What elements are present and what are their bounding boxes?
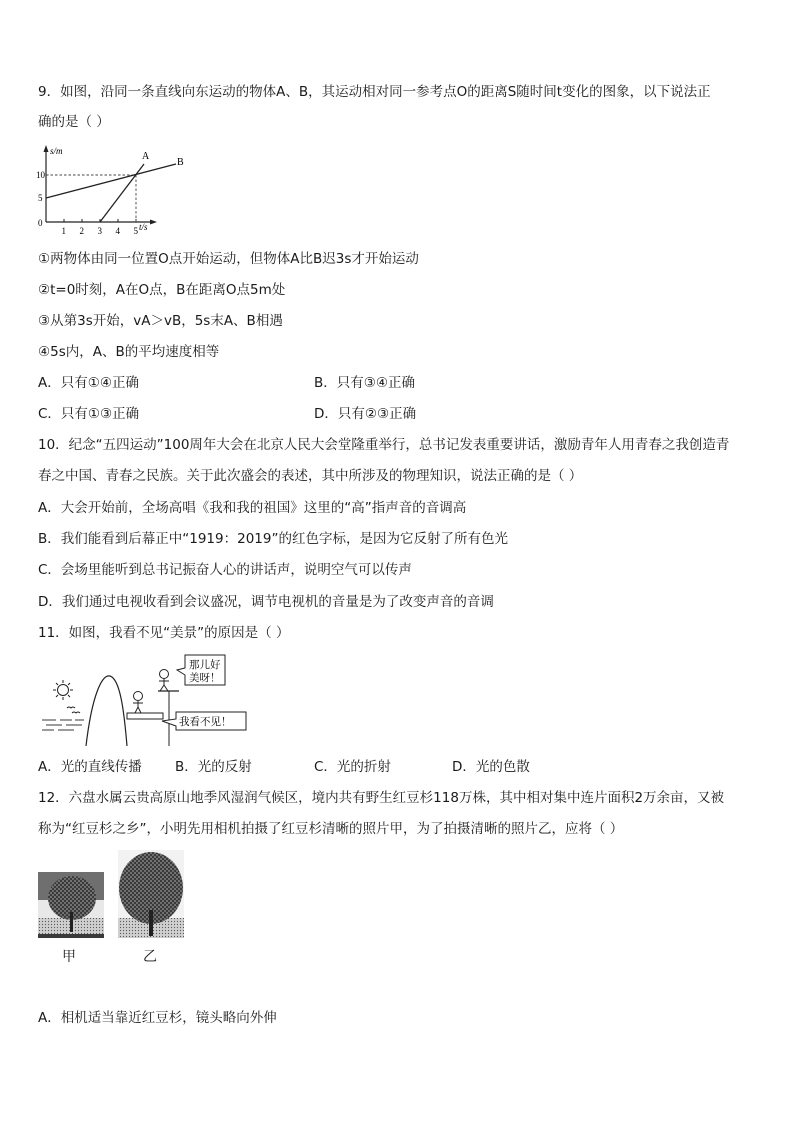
q9-stem-line2: 确的是（ ）	[38, 114, 110, 130]
photo-jia	[38, 872, 104, 938]
bubble-top-text-1: 那儿好	[189, 659, 221, 671]
q12-option-a[interactable]: A．相机适当靠近红豆杉，镜头略向外伸	[38, 1010, 277, 1026]
q9-option-a[interactable]: A．只有①④正确	[38, 375, 139, 391]
q10-stem-line1: 10．纪念“五四运动”100周年大会在北京人民大会堂隆重举行，总书记发表重要讲话，激励青年人用青春之我创造青	[38, 437, 730, 453]
photo-yi	[118, 850, 184, 938]
graph-y-tick-10: 10	[36, 170, 45, 180]
graph-x-tick-4: 4	[115, 226, 120, 236]
q11-option-c[interactable]: C．光的折射	[314, 759, 391, 775]
graph-x-tick-1: 1	[61, 226, 66, 236]
graph-y-arrow	[44, 145, 49, 152]
graph-label-a: A	[142, 151, 150, 162]
lower-child-figure	[133, 692, 143, 714]
q9-statement-2: ②t=0时刻，A在O点，B在距离O点5m处	[38, 282, 286, 298]
photo-label-yi: 乙	[143, 949, 157, 965]
sun-icon	[53, 680, 73, 700]
graph-y-tick-0: 0	[38, 218, 43, 228]
q9-statement-3: ③从第3s开始，vA＞vB，5s末A、B相遇	[38, 313, 283, 329]
q10-stem-line2: 春之中国、青春之民族。关于此次盛会的表述，其中所涉及的物理知识，说法正确的是（ ）	[38, 468, 583, 484]
q11-stem: 11．如图，我看不见“美景”的原因是（ ）	[38, 625, 290, 641]
photo-label-jia: 甲	[62, 949, 76, 965]
q9-option-c[interactable]: C．只有①③正确	[38, 406, 140, 422]
q12-stem-line1: 12．六盘水属云贵高原山地季风湿润气候区，境内共有野生红豆杉118万株，其中相对集中连片面积2万余亩，又被	[38, 790, 725, 806]
q11-option-a[interactable]: A．光的直线传播	[38, 759, 142, 775]
bird-icon	[72, 712, 80, 713]
water-waves	[42, 720, 84, 730]
q9-statement-4: ④5s内，A、B的平均速度相等	[38, 344, 220, 360]
q12-stem-line2: 称为“红豆杉之乡”，小明先用相机拍摄了红豆杉清晰的照片甲，为了拍摄清晰的照片乙，应将（ ）	[38, 821, 624, 837]
q9-stem-line1: 9．如图，沿同一条直线向东运动的物体A、B，其运动相对同一参考点O的距离S随时间t变化的图象，以下说法正	[38, 84, 711, 100]
graph-x-label: t/s	[139, 222, 148, 232]
q10-option-d[interactable]: D．我们通过电视收看到会议盛况，调节电视机的音量是为了改变声音的音调	[38, 594, 494, 610]
q9-option-d[interactable]: D．只有②③正确	[314, 406, 417, 422]
upper-child-figure	[159, 670, 169, 692]
graph-y-label: s/m	[50, 146, 63, 156]
bubble-top-text-2: 美呀！	[189, 672, 221, 684]
graph-x-tick-2: 2	[79, 226, 84, 236]
graph-x-arrow	[150, 220, 157, 225]
q11-option-b[interactable]: B．光的反射	[175, 759, 252, 775]
q12-tree-photos	[38, 848, 188, 940]
graph-label-b: B	[177, 157, 184, 168]
hill	[86, 676, 127, 746]
lower-platform	[127, 713, 163, 719]
q10-option-c[interactable]: C．会场里能听到总书记振奋人心的讲话声，说明空气可以传声	[38, 562, 412, 578]
graph-y-tick-5: 5	[38, 193, 43, 203]
bubble-bottom-text: 我看不见！	[179, 716, 232, 728]
graph-x-tick-5: 5	[133, 226, 138, 236]
q9-statement-1: ①两物体由同一位置O点开始运动，但物体A比B迟3s才开始运动	[38, 251, 419, 267]
q10-option-a[interactable]: A．大会开始前，全场高唱《我和我的祖国》这里的“高”指声音的音调高	[38, 500, 467, 516]
graph-line-a	[100, 164, 144, 222]
bird-icon	[67, 707, 75, 708]
q9-option-b[interactable]: B．只有③④正确	[314, 375, 415, 391]
q10-option-b[interactable]: B．我们能看到后幕正中“1919：2019”的红色字标，是因为它反射了所有色光	[38, 531, 508, 547]
graph-line-b	[46, 164, 176, 198]
q11-option-d[interactable]: D．光的色散	[452, 759, 530, 775]
q9-distance-time-graph	[36, 142, 196, 238]
q11-scene-illustration	[40, 650, 255, 746]
graph-x-tick-3: 3	[97, 226, 102, 236]
